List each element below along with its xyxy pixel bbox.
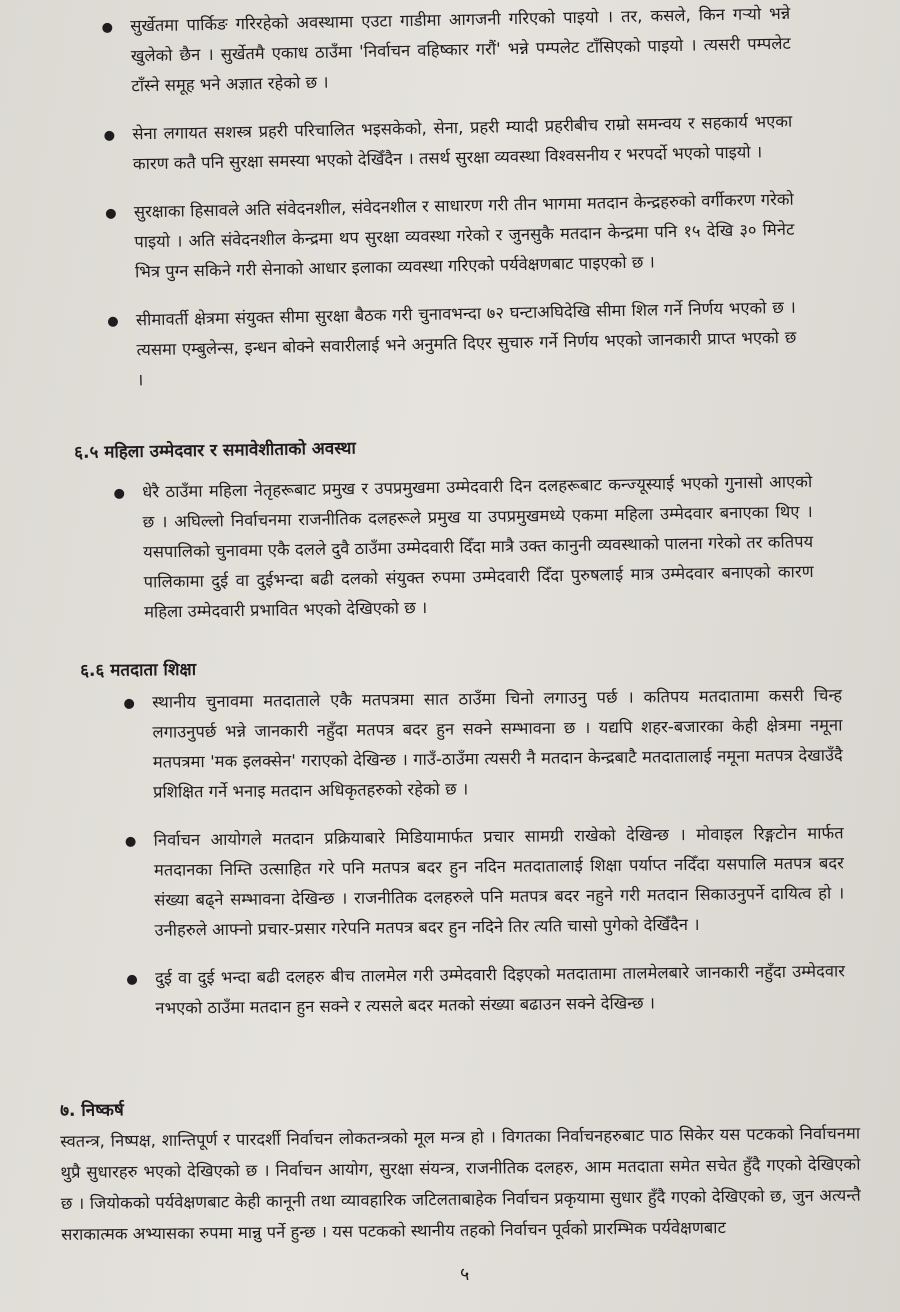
list-item [100, 0, 792, 102]
bullet-text: सुरक्षाका हिसावले अति संवेदनशील, संवेदनशील र साधारण गरी तीन भागमा मतदान केन्द्रहरुको वर्गीकरण गरेको पाइयो । अति संवेदनशील केन्द्रमा थप सुरक्षा व्यवस्था गरेको र जुनसुकै मतदान केन्द्रमा पनि १५ देखि ३० मिनेट भित्र पुग्न सकिने गरी सेनाको आधार इलाका व्यवस्था गरिएको पर्यवेक्षणबाट पाइएको छ । [133, 189, 795, 282]
bullet-text: स्थानीय चुनावमा मतदाताले एकै मतपत्रमा सात ठाउँमा चिनो लगाउनु पर्छ । कतिपय मतदातामा कसरी चिन्ह लगाउनुपर्छ भन्ने जानकारी नहुँदा मतपत्र बदर हुन सक्ने सम्भावना छ । यद्यपि शहर-बजारका केही क्षेत्रमा नमूना मतपत्रमा 'मक इलक्सेन' गराएको देखिन्छ । गाउँ-ठाउँमा त्यसरी नै मतदान केन्द्रबाटै मतदातालाई नमूना मतपत्र देखाउँदै प्रशिक्षित गर्ने भनाइ मतदान अधिकृतहरुको रहेको छ । [152, 685, 843, 802]
women-candidates-bullet-list [112, 467, 815, 646]
bullet-text: दुई वा दुई भन्दा बढी दलहरु बीच तालमेल गरी उम्मेदवारी दिइएको मतदातामा तालमेलबारे जानकारी नहुँदा उम्मेदवार नभएको ठाउँमा मतदान हुन सक्ने र त्यसले बदर मतको संख्या बढाउन सक्ने देखिन्छ । [154, 961, 846, 1018]
bullet-icon [124, 699, 134, 709]
page-number: ५ [460, 1264, 470, 1285]
bullet-text: सीमावर्ती क्षेत्रमा संयुक्त सीमा सुरक्षा बैठक गरी चुनावभन्दा ७२ घन्टाअघिदेखि सीमा शिल गर्ने निर्णय भएको छ । त्यसमा एम्बुलेन्स, इन्धन बोक्ने सवारीलाई भने अनुमति दिएर सुचारु गर्ने निर्णय भएको जानकारी प्राप्त भएको छ । [135, 297, 797, 390]
section-heading-7: ७. निष्कर्ष [60, 1100, 124, 1121]
security-bullet-list [100, 0, 798, 414]
bullet-icon [114, 489, 124, 499]
bullet-text: सेना लगायत सशस्त्र प्रहरी परिचालित भइसकेको, सेना, प्रहरी म्यादी प्रहरीबीच राम्रो समन्वय र सहकार्य भएका कारण कतै पनि सुरक्षा समस्या भएको देखिँदैन । तसर्थ सुरक्षा व्यवस्था विश्वसनीय र भरपर्दो भएको पाइयो । [132, 111, 793, 174]
conclusion-paragraph: स्वतन्त्र, निष्पक्ष, शान्तिपूर्ण र पारदर्शी निर्वाचन लोकतन्त्रको मूल मन्त्र हो । विगतका निर्वाचनहरुबाट पाठ सिकेर यस पटकको निर्वाचनमा थुप्रै सुधारहरु भएको देखिएको छ । निर्वाचन आयोग, सुरक्षा संयन्त्र, राजनीतिक दलहरु, आम मतदाता समेत सचेत हुँदै गएको देखिएको छ । जियोकको पर्यवेक्षणबाट केही कानूनी तथा व्यावहारिक जटिलताबाहेक निर्वाचन प्रकृयामा सुधार हुँदै गएको देखिएको छ, जुन अत्यन्तै सराकात्मक अभ्यासका रुपमा मान्नु पर्ने हुन्छ । यस पटकको स्थानीय तहको निर्वाचन पूर्वको प्रारम्भिक पर्यवेक्षणबाट [60, 1123, 861, 1244]
list-item [106, 293, 798, 396]
bullet-icon [104, 131, 114, 141]
bullet-text: सुर्खेतमा पार्किङ गरिरहेको अवस्थामा एउटा गाडीमा आगजनी गरिएको पाइयो । तर, कसले, किन गऱ्यो भन्ने खुलेको छैन । सुर्खेतमै एकाध ठाउँमा 'निर्वाचन वहिष्कार गरौं' भन्ने पम्पलेट टाँसिएको पाइयो । त्यसरी पम्पलेट टाँस्ने समूह भने अज्ञात रहेको छ । [130, 3, 791, 96]
bullet-text: निर्वाचन आयोगले मतदान प्रक्रियाबारे मिडियामार्फत प्रचार सामग्री राखेको देखिन्छ । मोवाइल रिङ्गटोन मार्फत मतदानका निम्ति उत्साहित गरे पनि मतपत्र बदर हुन नदिन मतदातालाई शिक्षा पर्याप्त नदिँदा यसपालि मतपत्र बदर संख्या बढ्ने सम्भावना देखिन्छ । राजनीतिक दलहरुले पनि मतपत्र बदर नहुने गरी मतदान सिकाउनुपर्ने दायित्व हो । उनीहरुले आफ्नो प्रचार-प्रसार गरेपनि मतपत्र बदर हुन नदिने तिर त्यति चासो पुगेको देखिँदैन । [153, 823, 845, 940]
section-heading-6-6: ६.६ मतदाता शिक्षा [80, 659, 197, 681]
list-item [125, 956, 846, 1024]
list-item [122, 680, 843, 808]
voter-education-bullet-list [122, 680, 846, 1042]
list-item [123, 818, 844, 946]
bullet-icon [102, 23, 112, 33]
list-item [102, 107, 793, 180]
list-item [112, 467, 814, 628]
bullet-icon [127, 975, 137, 985]
list-item [104, 185, 796, 288]
bullet-icon [106, 209, 116, 219]
section-heading-6-5: ६.५ महिला उम्मेदवार र समावेशीताको अवस्था [74, 438, 356, 463]
bullet-icon [108, 317, 118, 327]
bullet-text: धेरै ठाउँमा महिला नेतृहरूबाट प्रमुख र उपप्रमुखमा उम्मेदवारी दिन दलहरूबाट कन्ज्यूस्याई भएको गुनासो आएको छ । अघिल्लो निर्वाचनमा राजनीतिक दलहरूले प्रमुख या उपप्रमुखमध्ये एकमा महिला उम्मेदवार बनाएका थिए । यसपालिको चुनावमा एकै दलले दुवै ठाउँमा उम्मेदवारी दिँदा मात्रै उक्त कानुनी व्यवस्थाको पालना गरेको तर कतिपय पालिकामा दुई वा दुईभन्दा बढी दलको संयुक्त रुपमा उम्मेदवारी दिँदा पुरुषलाई मात्र उम्मेदवार बनाएको कारण महिला उम्मेदवारी प्रभावित भएको देखिएको छ । [142, 472, 814, 622]
bullet-icon [126, 837, 136, 847]
